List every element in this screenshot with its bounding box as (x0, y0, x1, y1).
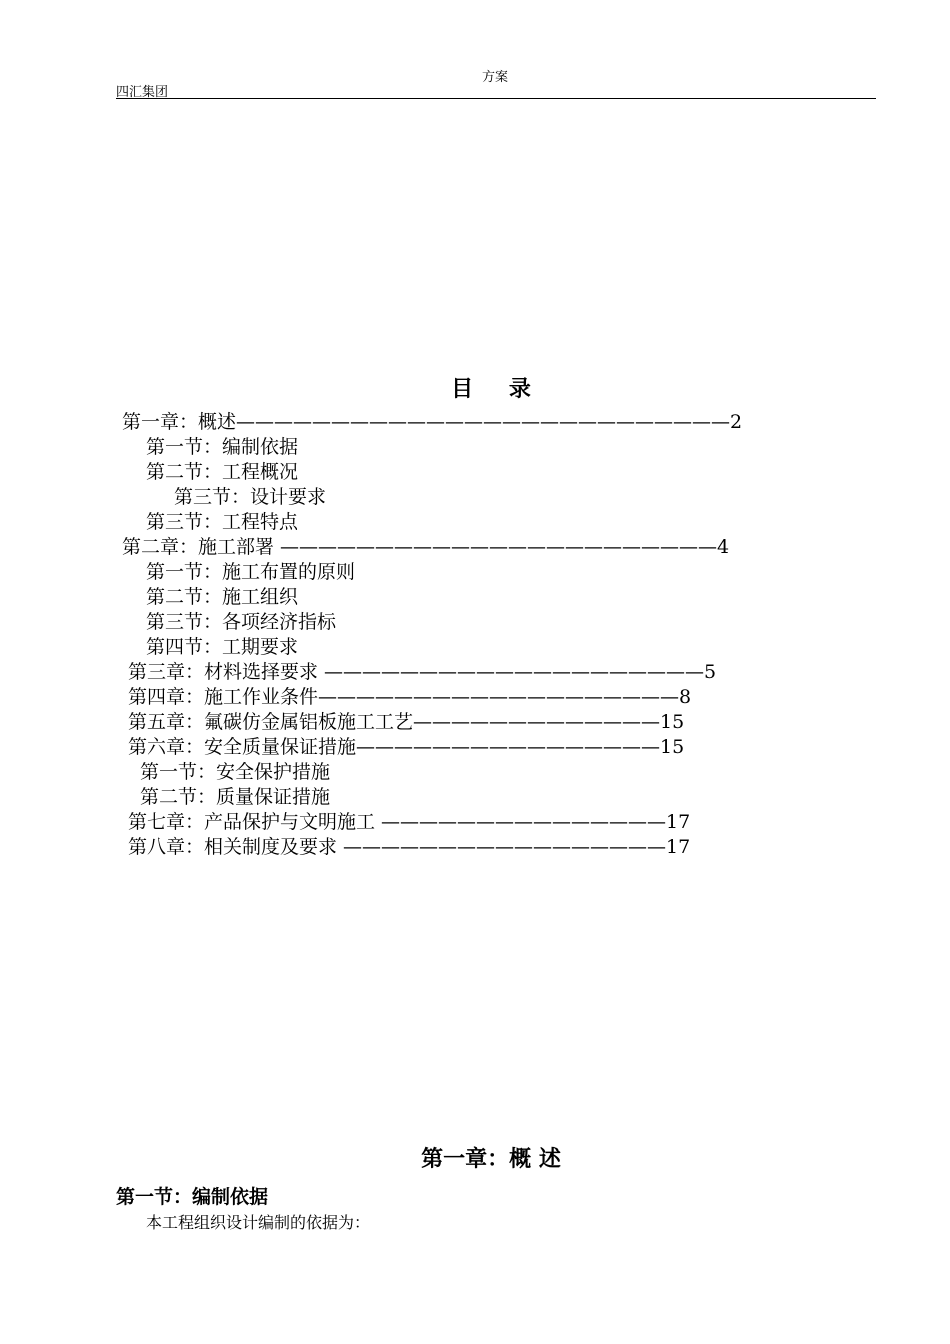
toc-entry[interactable]: 第八章：相关制度及要求 —————————————————17 (128, 836, 691, 858)
toc-entry[interactable]: 第三章：材料选择要求 ————————————————————5 (128, 661, 717, 683)
section-title: 第一节：编制依据 (116, 1186, 269, 1208)
toc-entry[interactable]: 第三节：设计要求 (174, 486, 327, 508)
toc-entry[interactable]: 第五章：氟碳仿金属铝板施工工艺—————————————15 (128, 711, 685, 733)
body-paragraph: 本工程组织设计编制的依据为： (146, 1213, 371, 1232)
header-title: 方案 (481, 70, 508, 85)
toc-entry[interactable]: 第一节：施工布置的原则 (146, 561, 356, 583)
toc-entry[interactable]: 第四章：施工作业条件———————————————————8 (128, 686, 692, 708)
chapter-title: 第一章：概 述 (421, 1146, 561, 1172)
header-rule (116, 98, 876, 99)
toc-entry[interactable]: 第二章：施工部署 ———————————————————————4 (122, 536, 730, 558)
toc-entry[interactable]: 第七章：产品保护与文明施工 ———————————————17 (128, 811, 691, 833)
toc-entry[interactable]: 第三节：工程特点 (146, 511, 299, 533)
toc-entry[interactable]: 第四节：工期要求 (146, 636, 299, 658)
toc-entry[interactable]: 第一章：概述——————————————————————————2 (122, 411, 743, 433)
toc-entry[interactable]: 第二节：质量保证措施 (140, 786, 331, 808)
toc-entry[interactable]: 第六章：安全质量保证措施————————————————15 (128, 736, 685, 758)
toc-entry[interactable]: 第一节：安全保护措施 (140, 761, 331, 783)
toc-entry[interactable]: 第二节：工程概况 (146, 461, 299, 483)
toc-title: 目 录 (451, 376, 545, 402)
toc-entry[interactable]: 第二节：施工组织 (146, 586, 299, 608)
toc-entry[interactable]: 第三节：各项经济指标 (146, 611, 337, 633)
header-company: 四汇集团 (116, 85, 169, 100)
toc-entry[interactable]: 第一节：编制依据 (146, 436, 299, 458)
